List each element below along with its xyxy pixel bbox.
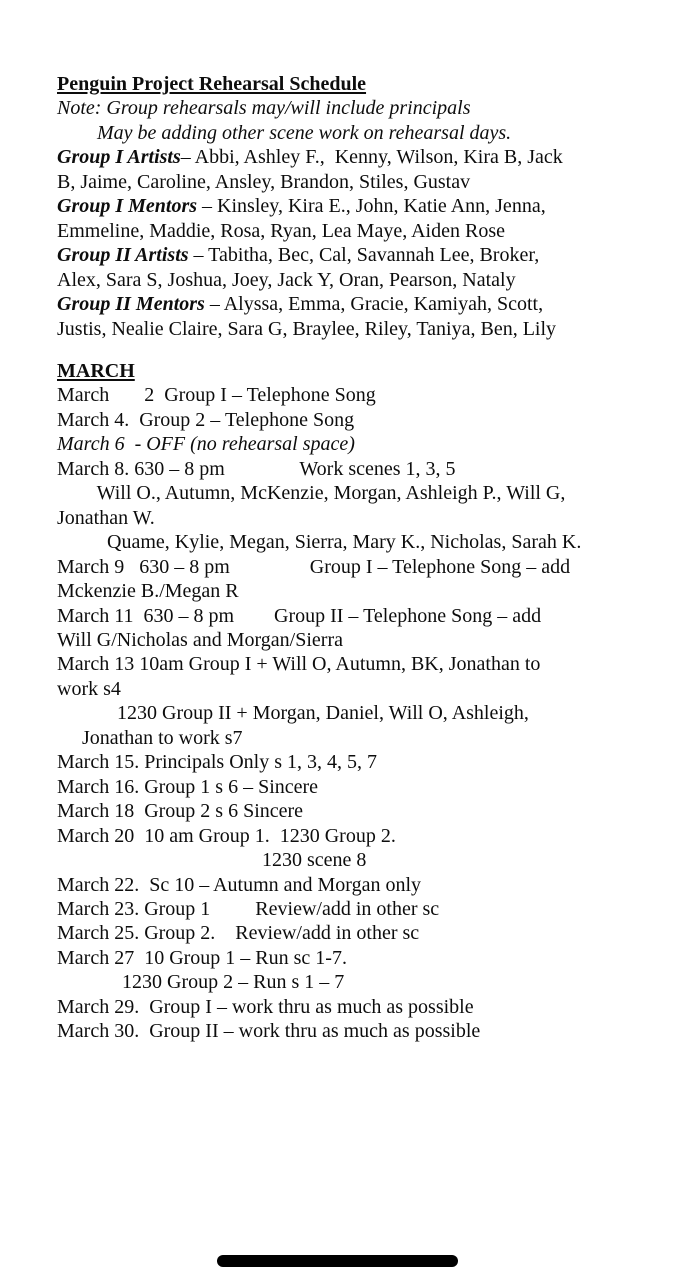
doc-line xyxy=(57,506,676,530)
doc-line xyxy=(57,268,676,292)
text-segment: work s4 xyxy=(57,677,121,700)
text-segment: March 15. Principals Only s 1, 3, 4, 5, 7 xyxy=(57,751,377,774)
doc-line xyxy=(57,243,676,267)
doc-line xyxy=(57,897,676,921)
doc-line xyxy=(57,750,676,774)
text-segment: – Tabitha, Bec, Cal, Savannah Lee, Broker, xyxy=(188,244,540,267)
home-indicator[interactable] xyxy=(217,1255,458,1267)
doc-line xyxy=(57,677,676,701)
doc-line xyxy=(57,408,676,432)
doc-line xyxy=(57,921,676,945)
text-segment: 1230 scene 8 xyxy=(57,849,367,872)
doc-line xyxy=(57,799,676,823)
doc-line xyxy=(57,701,676,725)
doc-line xyxy=(57,555,676,579)
doc-line xyxy=(57,96,676,120)
text-segment: – Kinsley, Kira E., John, Katie Ann, Jenna, xyxy=(197,195,546,218)
doc-line xyxy=(57,121,676,145)
text-segment: 1230 Group II + Morgan, Daniel, Will O, Ashleigh, xyxy=(57,702,529,725)
doc-line xyxy=(57,481,676,505)
text-segment: Alex, Sara S, Joshua, Joey, Jack Y, Oran, Pearson, Nataly xyxy=(57,268,516,291)
doc-line xyxy=(57,652,676,676)
doc-line xyxy=(57,457,676,481)
text-segment: March 23. Group 1 Review/add in other sc xyxy=(57,897,440,920)
text-segment: – Abbi, Ashley F., Kenny, Wilson, Kira B, Jack xyxy=(180,146,563,169)
text-segment: Group II Mentors xyxy=(57,293,205,316)
doc-blank-line xyxy=(57,341,676,359)
doc-line xyxy=(57,72,676,96)
text-segment: Jonathan W. xyxy=(57,506,155,529)
text-segment: – Alyssa, Emma, Gracie, Kamiyah, Scott, xyxy=(204,293,544,316)
text-segment: Penguin Project Rehearsal Schedule xyxy=(57,73,367,95)
text-segment: May be adding other scene work on rehearsal days. xyxy=(57,121,512,144)
text-segment: March 20 10 am Group 1. 1230 Group 2. xyxy=(57,824,396,847)
text-segment: Group I Artists xyxy=(57,146,181,169)
doc-line xyxy=(57,775,676,799)
text-segment: Group II Artists xyxy=(57,244,189,267)
text-segment: March 2 Group I – Telephone Song xyxy=(57,384,376,407)
doc-line xyxy=(57,292,676,316)
doc-line xyxy=(57,628,676,652)
doc-line xyxy=(57,1019,676,1043)
text-segment: March 27 10 Group 1 – Run sc 1-7. xyxy=(57,946,347,969)
text-segment: Emmeline, Maddie, Rosa, Ryan, Lea Maye, Aiden Rose xyxy=(57,219,505,242)
text-segment: March 29. Group I – work thru as much as possible xyxy=(57,995,474,1018)
rehearsal-schedule-document xyxy=(57,72,676,1044)
doc-line xyxy=(57,219,676,243)
doc-line xyxy=(57,726,676,750)
doc-line xyxy=(57,604,676,628)
doc-line xyxy=(57,359,676,383)
doc-line xyxy=(57,145,676,169)
text-segment: March 11 630 – 8 pm Group II – Telephone Song – add xyxy=(57,604,542,627)
text-segment: Will G/Nicholas and Morgan/Sierra xyxy=(57,628,343,651)
doc-line xyxy=(57,383,676,407)
text-segment: Mckenzie B./Megan R xyxy=(57,580,239,603)
text-segment: March 25. Group 2. Review/add in other sc xyxy=(57,922,420,945)
text-segment: Will O., Autumn, McKenzie, Morgan, Ashleigh P., Will G, xyxy=(57,482,566,505)
text-segment: Jonathan to work s7 xyxy=(57,726,243,749)
text-segment: Note: Group rehearsals may/will include principals xyxy=(57,97,471,120)
doc-line xyxy=(57,170,676,194)
text-segment: March 6 - OFF (no rehearsal space) xyxy=(57,433,355,456)
doc-line xyxy=(57,194,676,218)
text-segment: March 22. Sc 10 – Autumn and Morgan only xyxy=(57,873,422,896)
doc-line xyxy=(57,873,676,897)
doc-line xyxy=(57,432,676,456)
doc-line xyxy=(57,970,676,994)
text-segment: March 9 630 – 8 pm Group I – Telephone Song – add xyxy=(57,555,571,578)
doc-line xyxy=(57,824,676,848)
text-segment: March 4. Group 2 – Telephone Song xyxy=(57,408,355,431)
text-segment: 1230 Group 2 – Run s 1 – 7 xyxy=(57,971,345,994)
doc-line xyxy=(57,317,676,341)
text-segment: Justis, Nealie Claire, Sara G, Braylee, Riley, Taniya, Ben, Lily xyxy=(57,317,557,340)
text-segment: March 8. 630 – 8 pm Work scenes 1, 3, 5 xyxy=(57,457,456,480)
text-segment: B, Jaime, Caroline, Ansley, Brandon, Stiles, Gustav xyxy=(57,170,471,193)
doc-line xyxy=(57,946,676,970)
text-segment: Group I Mentors xyxy=(57,195,198,218)
doc-line xyxy=(57,530,676,554)
text-segment: March 16. Group 1 s 6 – Sincere xyxy=(57,775,319,798)
text-segment: March 18 Group 2 s 6 Sincere xyxy=(57,800,304,823)
text-segment: Quame, Kylie, Megan, Sierra, Mary K., Nicholas, Sarah K. xyxy=(57,531,582,554)
doc-line xyxy=(57,579,676,603)
doc-line xyxy=(57,995,676,1019)
doc-line xyxy=(57,848,676,872)
text-segment: MARCH xyxy=(57,359,135,382)
text-segment: March 13 10am Group I + Will O, Autumn, BK, Jonathan to xyxy=(57,653,541,676)
text-segment: March 30. Group II – work thru as much as possible xyxy=(57,1020,481,1043)
